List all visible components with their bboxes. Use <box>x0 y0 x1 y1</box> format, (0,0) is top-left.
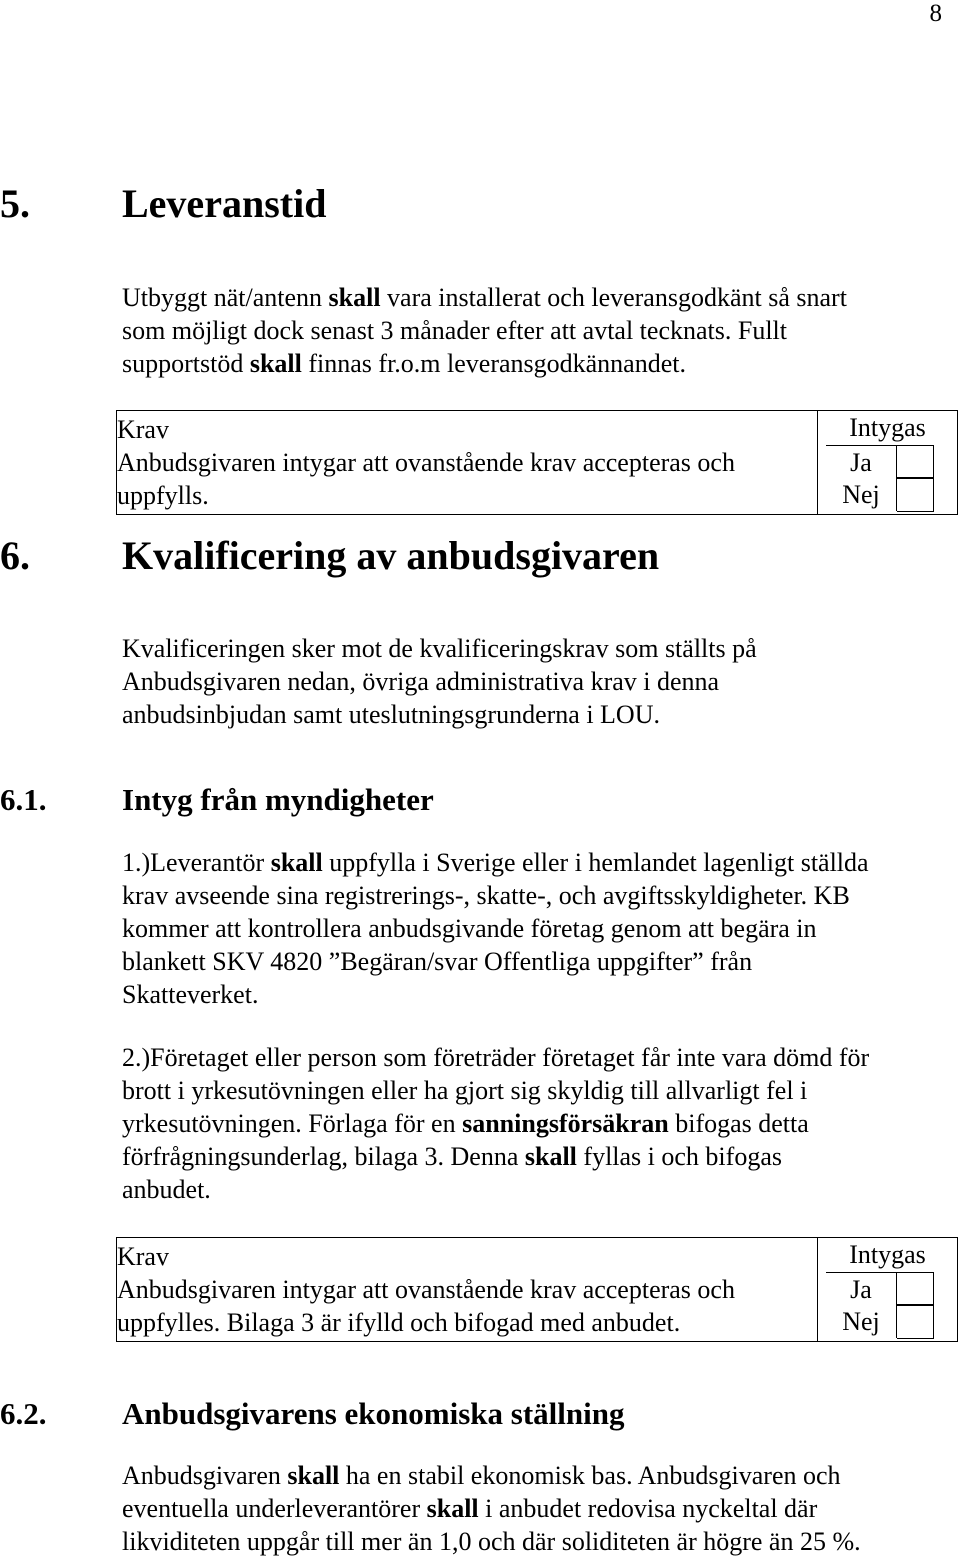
nej-label: Nej <box>826 478 897 511</box>
intygas-cell-2 <box>818 1238 958 1342</box>
nej-label: Nej <box>826 1305 897 1338</box>
nej-checkbox[interactable] <box>897 1305 934 1339</box>
nej-option <box>826 478 957 511</box>
section-6-number: 6. <box>0 533 30 578</box>
section-6-title: Kvalificering av anbudsgivaren <box>122 533 660 578</box>
section-6-2-title: Anbudsgivarens ekonomiska ställning <box>122 1396 625 1431</box>
section-6-1-title: Intyg från myndigheter <box>122 782 434 817</box>
intygas-label: Intygas <box>849 1240 926 1269</box>
intygas-label: Intygas <box>849 413 926 442</box>
ja-label: Ja <box>826 1272 897 1306</box>
section-6-2-number: 6.2. <box>0 1396 47 1431</box>
intygas-cell-1 <box>818 411 958 515</box>
nej-option <box>826 1305 957 1338</box>
page-number: 8 <box>929 0 942 27</box>
requirement-text-1: Krav Anbudsgivaren intygar att ovanstående krav accepteras och uppfylls. <box>117 411 818 515</box>
section-6-paragraph: Kvalificeringen sker mot de kvalificeringskrav som ställts på Anbudsgivaren nedan, övriga administrativa krav i denna anbudsinbjudan samt uteslutningsgrunderna i LOU. <box>122 634 757 729</box>
requirement-text-2: Krav Anbudsgivaren intygar att ovanstående krav accepteras och uppfylles. Bilaga 3 är ifylld och bifogad med anbudet. <box>117 1238 818 1342</box>
section-6-1-paragraph-1: 1.)Leverantör skall uppfylla i Sverige eller i hemlandet lagenligt ställda krav avseende sina registrerings-, skatte-, och avgiftsskyldigheter. KB kommer att kontrollera anbudsgivande företag genom att begära in blankett SKV 4820 ”Begäran/svar Offentliga uppgifter” från Skatteverket. <box>122 848 869 1009</box>
nej-checkbox[interactable] <box>897 478 934 512</box>
section-5-number: 5. <box>0 181 30 226</box>
ja-option <box>826 1272 957 1305</box>
ja-label: Ja <box>826 445 897 479</box>
requirement-table-1 <box>116 410 958 515</box>
ja-option <box>826 445 957 478</box>
section-6-1-number: 6.1. <box>0 782 47 817</box>
requirement-table-2 <box>116 1237 958 1342</box>
ja-checkbox[interactable] <box>897 1272 934 1305</box>
section-5-paragraph: Utbyggt nät/antenn skall vara installerat och leveransgodkänt så snart som möjligt dock senast 3 månader efter att avtal tecknats. Fullt supportstöd skall finnas fr.o.m leveransgodkännandet. <box>122 283 847 378</box>
section-6-2-paragraph: Anbudsgivaren skall ha en stabil ekonomisk bas. Anbudsgivaren och eventuella underleverantörer skall i anbudet redovisa nyckeltal där likviditeten uppgår till mer än 1,0 och där soliditeten är högre än 25 %. <box>122 1461 861 1556</box>
section-6-1-paragraph-2: 2.)Företaget eller person som företräder företaget får inte vara dömd för brott i yrkesutövningen eller ha gjort sig skyldig till allvarligt fel i yrkesutövningen. Förlaga för en sanningsförsäkran bifogas detta förfrågningsunderlag, bilaga 3. Denna skall fyllas i och bifogas anbudet. <box>122 1043 870 1204</box>
ja-checkbox[interactable] <box>897 445 934 478</box>
section-5-title: Leveranstid <box>122 181 327 226</box>
